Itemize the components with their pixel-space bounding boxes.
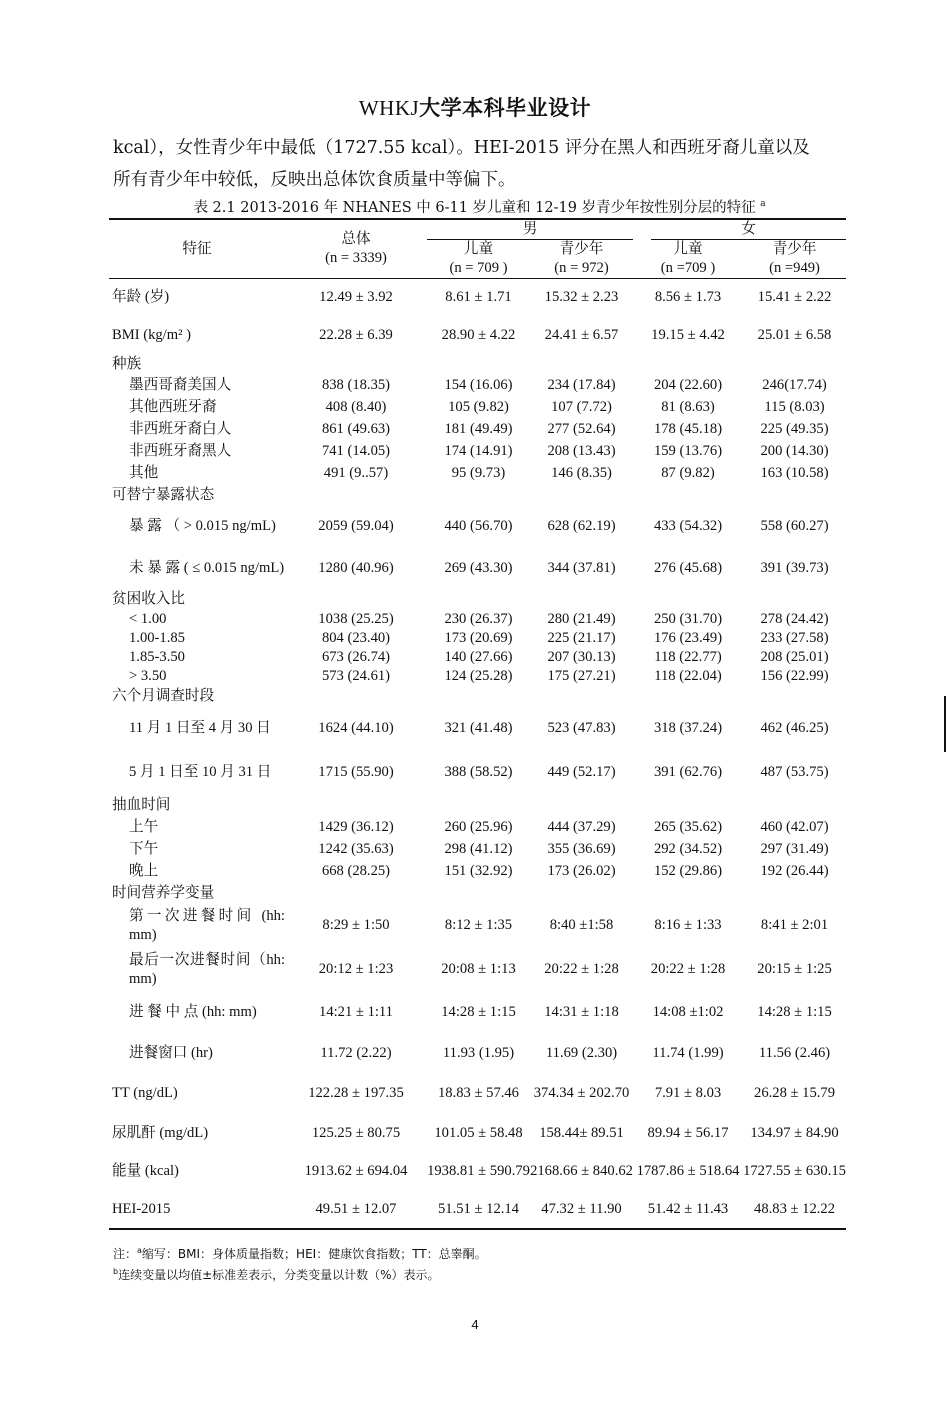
- header-male-child-n: (n = 709 ): [427, 259, 530, 279]
- table-row: [109, 590, 846, 610]
- row-value: [743, 590, 846, 610]
- row-label: > 3.50: [129, 667, 167, 684]
- row-value: 225 (49.35): [760, 421, 829, 437]
- row-value: 22.28 ± 6.39: [319, 327, 393, 343]
- header-male-teen-n: (n = 972): [530, 259, 633, 279]
- row-value: 391 (39.73): [760, 560, 829, 576]
- row-value: [633, 485, 743, 506]
- row-label: 抽血时间: [112, 797, 171, 813]
- row-value: 14:21 ± 1:11: [319, 1004, 393, 1020]
- row-value: [530, 355, 633, 375]
- row-value: 462 (46.25): [760, 720, 829, 736]
- table-row: [109, 904, 846, 948]
- row-label: 其他: [129, 465, 159, 481]
- row-value: 573 (24.61): [321, 667, 391, 684]
- row-value: 388 (58.52): [444, 764, 513, 780]
- header-feature: 特征: [109, 219, 285, 279]
- header-female-child-n: (n =709 ): [633, 259, 743, 279]
- row-value: 18.83 ± 57.46: [438, 1085, 519, 1101]
- row-value: 1727.55 ± 630.15: [743, 1163, 846, 1179]
- table-caption: [113, 196, 846, 217]
- row-value: [427, 355, 530, 375]
- row-value: 460 (42.07): [760, 819, 829, 835]
- row-value: 440 (56.70): [444, 518, 513, 534]
- page-header: [0, 92, 950, 122]
- row-value: 20:22 ± 1:28: [650, 961, 726, 977]
- row-label: TT (ng/dL): [112, 1085, 178, 1101]
- row-label: 进餐窗口 (hr): [129, 1045, 213, 1061]
- row-value: [633, 883, 743, 904]
- row-value: 668 (28.25): [321, 863, 391, 879]
- row-value: 140 (27.66): [444, 648, 513, 665]
- row-value: 1038 (25.25): [318, 610, 394, 627]
- row-label: 墨西哥裔美国人: [129, 377, 232, 393]
- row-value: [427, 485, 530, 506]
- row-value: 81 (8.63): [661, 399, 715, 415]
- table-row: [109, 1191, 846, 1229]
- row-value: 87 (9.82): [661, 465, 715, 481]
- table-row: [109, 506, 846, 548]
- row-value: 207 (30.13): [547, 648, 616, 665]
- characteristics-table: [109, 218, 846, 1230]
- row-value: 192 (26.44): [760, 863, 829, 879]
- table-row: [109, 375, 846, 397]
- row-label: 六个月调查时段: [112, 687, 215, 704]
- row-value: [427, 883, 530, 904]
- row-value: 250 (31.70): [653, 610, 723, 627]
- caption-text: 表 2.1 2013-2016 年 NHANES 中 6-11 岁儿童和 12-19 岁青少年按性别分层的特征: [193, 200, 756, 216]
- row-value: 838 (18.35): [321, 377, 391, 393]
- row-value: 14:08 ±1:02: [652, 1004, 724, 1020]
- row-value: [743, 686, 846, 707]
- row-value: 280 (21.49): [547, 610, 616, 627]
- row-value: 673 (26.74): [321, 648, 391, 665]
- row-label: < 1.00: [129, 610, 167, 627]
- note-a-mark: a: [137, 1246, 142, 1255]
- row-value: 20:15 ± 1:25: [757, 961, 832, 977]
- table-row: [109, 441, 846, 463]
- row-value: 11.56 (2.46): [758, 1045, 831, 1061]
- row-label: 11 月 1 日至 4 月 30 日: [129, 720, 271, 736]
- row-value: 1938.81 ± 590.79: [427, 1163, 530, 1179]
- row-value: [633, 355, 743, 375]
- row-value: 8:29 ± 1:50: [322, 917, 390, 933]
- row-value: 234 (17.84): [547, 377, 616, 393]
- row-value: [530, 686, 633, 707]
- header-total-label: 总体: [341, 231, 371, 247]
- table-row: [109, 686, 846, 707]
- note-line-2: [113, 1263, 487, 1284]
- note-line-1: [113, 1242, 487, 1263]
- row-value: 7.91 ± 8.03: [654, 1085, 722, 1101]
- row-value: [743, 883, 846, 904]
- row-value: 225 (21.17): [547, 629, 616, 646]
- row-value: 124 (25.28): [444, 667, 513, 684]
- row-value: 107 (7.72): [551, 399, 612, 415]
- row-value: 318 (37.24): [653, 720, 723, 736]
- header-male-child: 儿童: [463, 241, 494, 257]
- row-value: 230 (26.37): [444, 610, 513, 627]
- row-value: 8.61 ± 1.71: [445, 289, 512, 306]
- table-row: [109, 707, 846, 751]
- row-value: 433 (54.32): [653, 518, 723, 534]
- row-value: 151 (32.92): [444, 863, 513, 879]
- row-value: [633, 590, 743, 610]
- row-value: 178 (45.18): [653, 421, 723, 437]
- caption-footnote-mark: a: [760, 199, 766, 210]
- row-value: [633, 795, 743, 817]
- row-value: 11.69 (2.30): [545, 1045, 618, 1061]
- row-value: 48.83 ± 12.22: [743, 1191, 846, 1229]
- row-value: 8:16 ± 1:33: [654, 917, 722, 933]
- row-value: 391 (62.76): [653, 764, 723, 780]
- row-value: [743, 795, 846, 817]
- row-value: 15.41 ± 2.22: [757, 289, 832, 306]
- row-value: 1242 (35.63): [318, 841, 394, 857]
- table-row: [109, 667, 846, 686]
- table-row: [109, 1074, 846, 1114]
- row-value: 152 (29.86): [653, 863, 723, 879]
- header-female-child: 儿童: [673, 241, 703, 257]
- row-value: 8.56 ± 1.73: [654, 289, 722, 306]
- row-label: 贫困收入比: [112, 591, 185, 607]
- row-value: 1624 (44.10): [318, 720, 394, 736]
- row-value: 28.90 ± 4.22: [441, 327, 516, 343]
- row-value: 260 (25.96): [444, 819, 513, 835]
- row-value: 173 (20.69): [444, 629, 513, 646]
- row-value: 233 (27.58): [760, 629, 829, 646]
- row-value: [285, 355, 427, 375]
- row-value: 15.32 ± 2.23: [544, 289, 619, 306]
- row-value: 14:28 ± 1:15: [757, 1004, 832, 1020]
- table-row: [109, 817, 846, 839]
- row-value: 105 (9.82): [448, 399, 509, 415]
- row-value: 14:28 ± 1:15: [441, 1004, 516, 1020]
- note-b-mark: b: [113, 1267, 119, 1276]
- table-row: [109, 548, 846, 590]
- table-row: [109, 317, 846, 355]
- row-value: 14:31 ± 1:18: [544, 1004, 619, 1020]
- header-school-code: WHKJ: [358, 96, 420, 120]
- row-value: 20:22 ± 1:28: [544, 961, 619, 977]
- table-row: [109, 419, 846, 441]
- row-value: 8:41 ± 2:01: [760, 917, 829, 933]
- table-row: [109, 861, 846, 883]
- row-value: [633, 686, 743, 707]
- table-row: [109, 485, 846, 506]
- table-row: [109, 610, 846, 629]
- row-value: 89.94 ± 56.17: [647, 1124, 729, 1141]
- row-value: 208 (25.01): [760, 648, 829, 665]
- row-value: 11.74 (1.99): [652, 1045, 724, 1061]
- row-value: [285, 883, 427, 904]
- row-label: 1.00-1.85: [129, 629, 185, 646]
- row-value: 134.97 ± 84.90: [750, 1124, 839, 1141]
- note-a-text: 缩写：BMI：身体质量指数；HEI：健康饮食指数；TT：总睾酮。: [141, 1247, 487, 1261]
- row-label: 非西班牙裔黑人: [129, 443, 232, 459]
- row-value: 355 (36.69): [547, 841, 616, 857]
- row-value: 278 (24.42): [760, 610, 829, 627]
- table-row: [109, 648, 846, 667]
- page-edge-marker: [944, 696, 946, 752]
- table-row: [109, 1114, 846, 1153]
- row-value: 265 (35.62): [653, 819, 723, 835]
- header-male: 男: [427, 220, 633, 240]
- row-label: 下午: [129, 841, 159, 857]
- row-value: 173 (26.02): [547, 863, 616, 879]
- row-value: 118 (22.04): [654, 667, 722, 684]
- note-b-text: 连续变量以均值±标准差表示，分类变量以计数（%）表示。: [118, 1268, 440, 1282]
- row-value: 51.42 ± 11.43: [633, 1191, 743, 1229]
- note-prefix: 注：: [113, 1247, 138, 1261]
- row-value: 158.44± 89.51: [539, 1124, 624, 1141]
- body-line: kcal），女性青少年中最低（1727.55 kcal）。HEI-2015 评分在黑人和西班牙裔儿童以及: [113, 138, 810, 158]
- table-row: [109, 1153, 846, 1191]
- row-value: 159 (13.76): [653, 443, 723, 459]
- row-value: 24.41 ± 6.57: [544, 327, 619, 343]
- row-value: 163 (10.58): [760, 465, 829, 481]
- row-value: 181 (49.49): [444, 421, 513, 437]
- row-label: 其他西班牙裔: [129, 399, 217, 415]
- header-female: 女: [651, 220, 846, 240]
- row-value: 122.28 ± 197.35: [308, 1085, 404, 1101]
- row-label: 最后一次进餐时间（hh: mm): [129, 951, 285, 987]
- row-label: 1.85-3.50: [129, 648, 185, 665]
- row-value: 200 (14.30): [760, 443, 829, 459]
- row-value: 8:12 ± 1:35: [444, 917, 513, 933]
- row-value: 444 (37.29): [547, 819, 616, 835]
- row-label: 非西班牙裔白人: [129, 421, 232, 437]
- table-row: [109, 279, 846, 317]
- row-value: 1429 (36.12): [318, 819, 394, 835]
- row-value: 208 (13.43): [547, 443, 616, 459]
- row-label: 进 餐 中 点 (hh: mm): [129, 1004, 257, 1020]
- row-value: 20:12 ± 1:23: [318, 961, 394, 977]
- row-value: 298 (41.12): [444, 841, 513, 857]
- row-value: 269 (43.30): [444, 560, 513, 576]
- row-label: 时间营养学变量: [112, 884, 215, 901]
- row-value: 628 (62.19): [547, 518, 616, 534]
- row-value: 487 (53.75): [760, 764, 829, 780]
- body-line: 所有青少年中较低，反映出总体饮食质量中等偏下。: [113, 170, 516, 190]
- row-label: BMI (kg/m² ): [112, 327, 191, 343]
- row-value: 297 (31.49): [760, 841, 829, 857]
- table-row: [109, 397, 846, 419]
- row-value: 861 (49.63): [321, 421, 391, 437]
- row-value: 118 (22.77): [654, 648, 722, 665]
- row-value: 11.72 (2.22): [320, 1045, 392, 1061]
- header-male-group: [427, 219, 633, 240]
- row-value: 2168.66 ± 840.62: [530, 1163, 633, 1179]
- row-value: 276 (45.68): [653, 560, 723, 576]
- row-value: 1913.62 ± 694.04: [304, 1163, 408, 1179]
- row-value: [285, 686, 427, 707]
- row-value: 51.51 ± 12.14: [427, 1191, 530, 1229]
- row-label: 晚上: [129, 863, 159, 879]
- row-value: 491 (9..57): [323, 465, 389, 481]
- header-female-group: [633, 219, 846, 240]
- row-value: [285, 485, 427, 506]
- row-value: [530, 795, 633, 817]
- table-row: [109, 463, 846, 485]
- row-value: 11.93 (1.95): [442, 1045, 515, 1061]
- header-total-n: (n = 3339): [325, 250, 387, 266]
- row-value: 125.25 ± 80.75: [311, 1124, 401, 1141]
- row-value: [427, 590, 530, 610]
- row-label: 尿肌酐 (mg/dL): [112, 1124, 209, 1141]
- row-value: 95 (9.73): [451, 465, 506, 481]
- row-value: [427, 795, 530, 817]
- body-paragraph: [113, 132, 843, 196]
- row-value: 321 (41.48): [444, 720, 513, 736]
- row-value: 1715 (55.90): [318, 764, 394, 780]
- row-value: 26.28 ± 15.79: [754, 1085, 836, 1101]
- row-value: 101.05 ± 58.48: [434, 1124, 523, 1141]
- header-female-teen: 青少年: [772, 241, 817, 257]
- row-value: 175 (27.21): [547, 667, 616, 684]
- row-value: [530, 883, 633, 904]
- row-value: 146 (8.35): [551, 465, 612, 481]
- row-value: 154 (16.06): [444, 377, 513, 393]
- row-value: 176 (23.49): [653, 629, 723, 646]
- row-value: [530, 590, 633, 610]
- row-value: 156 (22.99): [760, 667, 829, 684]
- row-value: 47.32 ± 11.90: [530, 1191, 633, 1229]
- header-total: [285, 219, 427, 279]
- row-value: 374.34 ± 202.70: [533, 1085, 630, 1101]
- table-header-row: [109, 219, 846, 240]
- row-value: 8:40 ±1:58: [549, 917, 614, 933]
- row-value: 408 (8.40): [325, 399, 387, 415]
- row-label: 暴 露 （ > 0.015 ng/mL): [129, 518, 276, 534]
- row-value: 12.49 ± 3.92: [319, 289, 393, 306]
- row-value: [427, 686, 530, 707]
- table-row: [109, 795, 846, 817]
- row-label: 种族: [112, 356, 142, 372]
- table-row: [109, 355, 846, 375]
- row-value: 25.01 ± 6.58: [757, 327, 832, 343]
- table-row: [109, 629, 846, 648]
- row-value: 246(17.74): [762, 377, 827, 393]
- table-notes: [113, 1242, 487, 1284]
- table-row: [109, 751, 846, 795]
- row-value: 292 (34.52): [653, 841, 723, 857]
- row-value: [285, 590, 427, 610]
- row-label: 未 暴 露 ( ≤ 0.015 ng/mL): [129, 560, 285, 576]
- row-label: 5 月 1 日至 10 月 31 日: [129, 764, 272, 780]
- page-number: 4: [471, 1317, 479, 1332]
- row-value: 523 (47.83): [547, 720, 616, 736]
- table-row: [109, 948, 846, 992]
- row-value: 1787.86 ± 518.64: [636, 1163, 740, 1179]
- row-label: 能量 (kcal): [112, 1163, 179, 1179]
- table-body: [109, 219, 846, 1229]
- row-value: 449 (52.17): [547, 764, 616, 780]
- row-value: [743, 485, 846, 506]
- row-label: 年龄 (岁): [112, 289, 170, 306]
- row-value: 741 (14.05): [321, 443, 391, 459]
- row-value: 277 (52.64): [547, 421, 616, 437]
- row-value: [285, 795, 427, 817]
- table-row: [109, 883, 846, 904]
- row-value: 558 (60.27): [760, 518, 829, 534]
- row-value: [743, 355, 846, 375]
- header-female-teen-n: (n =949): [743, 259, 846, 279]
- table-row: [109, 839, 846, 861]
- row-value: 49.51 ± 12.07: [285, 1191, 427, 1229]
- row-value: 2059 (59.04): [318, 518, 394, 534]
- row-value: 804 (23.40): [321, 629, 391, 646]
- row-label: 上午: [129, 819, 159, 835]
- table-row: [109, 992, 846, 1034]
- row-value: 204 (22.60): [653, 377, 723, 393]
- row-value: 174 (14.91): [444, 443, 513, 459]
- row-value: 20:08 ± 1:13: [441, 961, 516, 977]
- row-value: [530, 485, 633, 506]
- row-label: 第一次进餐时间 (hh: mm): [129, 907, 285, 943]
- row-value: 344 (37.81): [547, 560, 616, 576]
- row-value: 19.15 ± 4.42: [651, 327, 725, 343]
- table-row: [109, 1034, 846, 1074]
- row-value: 1280 (40.96): [318, 560, 394, 576]
- row-label: 可替宁暴露状态: [112, 486, 215, 503]
- header-male-teen: 青少年: [559, 241, 604, 257]
- header-title: 大学本科毕业设计: [419, 95, 592, 120]
- row-value: 115 (8.03): [764, 399, 825, 415]
- row-label: HEI-2015: [109, 1191, 285, 1229]
